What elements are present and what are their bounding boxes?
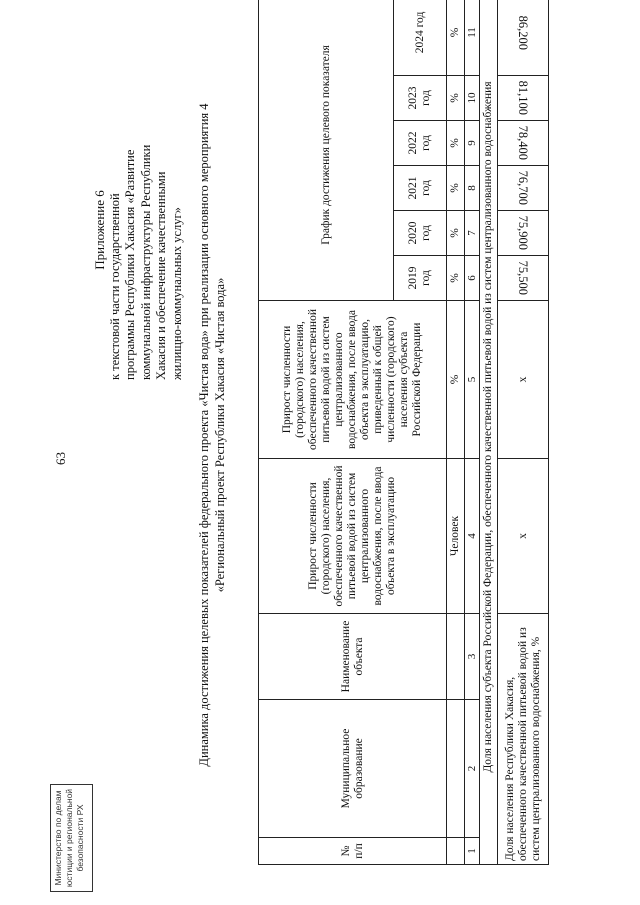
page-number: 63 [53, 452, 68, 465]
annex-line: коммунальной инфраструктуры Республики [138, 144, 153, 380]
header-year: 2021 год [394, 166, 447, 211]
row-value: 86,200 [516, 15, 530, 50]
row-value: 78,400 [516, 125, 530, 161]
column-number: 7 [465, 211, 480, 256]
unit-share: % [447, 301, 465, 459]
row-value: 75,900 [516, 215, 530, 251]
column-number: 9 [465, 121, 480, 166]
column-number: 1 [465, 838, 480, 865]
annex-caption [92, 80, 185, 380]
stamp-line: юстиции и региональной [64, 788, 74, 888]
row-value-cell [498, 0, 549, 76]
annex-line: жилищно-коммунальных услуг» [169, 207, 184, 380]
row-value-cell [498, 121, 549, 166]
column-number: 8 [465, 166, 480, 211]
row-value-cell [498, 166, 549, 211]
row-value-cell [498, 256, 549, 301]
column-number: 11 [465, 0, 480, 76]
section-title: Доля населения субъекта Российской Федерации, обеспеченного качественной питьевой водой из систем централизованного водоснабжения [480, 0, 498, 865]
column-number: 4 [465, 459, 480, 614]
ministry-stamp [50, 784, 93, 892]
unit-year: % [447, 0, 465, 76]
row-share-cell: х [498, 301, 549, 459]
row-value-cell [498, 211, 549, 256]
header-year: 2023 год [394, 76, 447, 121]
stamp-line: Министерство по делам [53, 790, 63, 886]
header-municipality: Муниципальное образование [259, 700, 447, 838]
unit-year: % [447, 211, 465, 256]
unit-cell [447, 700, 465, 838]
column-number: 10 [465, 76, 480, 121]
row-label: Доля населения Республики Хакасия, обеспеченного качественной питьевой водой из систем централизованного водоснабжения, % [498, 614, 549, 865]
row-population-cell: х [498, 459, 549, 614]
column-number: 5 [465, 301, 480, 459]
stamp-line: безопасности РХ [75, 804, 85, 872]
column-number: 6 [465, 256, 480, 301]
row-value: 75,500 [516, 260, 530, 296]
header-year: 2019 год [394, 256, 447, 301]
header-population-increase-share: Прирост численности (городского) населения, обеспеченного качественной питьевой водой из систем централизованного водоснабжения, после ввода объекта в эксплуатацию, приведенный к общей численности (городского) населения субъекта Российской Федерации [259, 301, 447, 459]
annex-line: Приложение 6 [92, 190, 107, 270]
document-title [196, 5, 228, 865]
title-line-2: «Региональный проект Республики Хакасия «Чистая вода» [213, 277, 227, 593]
row-value-cell [498, 76, 549, 121]
header-year: 2024 год [394, 0, 447, 76]
column-number: 2 [465, 700, 480, 838]
title-line-1: Динамика достижения целевых показателей федерального проекта «Чистая вода» при реализации основного мероприятия 4 [197, 103, 211, 767]
annex-line: Хакасия и обеспечение качественными [154, 171, 168, 380]
unit-cell [447, 838, 465, 865]
row-value: 76,700 [516, 170, 530, 206]
indicators-table [258, 0, 549, 865]
unit-year: % [447, 256, 465, 301]
annex-line: программы Республики Хакасия «Развитие [123, 149, 137, 380]
header-population-increase: Прирост численности (городского) населения, обеспеченного качественной питьевой водой из систем централизованного водоснабжения, после ввода объекта в эксплуатацию [259, 459, 447, 614]
annex-line: к текстовой части государственной [107, 193, 122, 380]
unit-year: % [447, 166, 465, 211]
header-object-name: Наименование объекта [259, 614, 447, 700]
unit-year: % [447, 121, 465, 166]
column-number: 3 [465, 614, 480, 700]
row-value: 81,100 [516, 80, 530, 116]
unit-year: % [447, 76, 465, 121]
header-year: 2020 год [394, 211, 447, 256]
unit-cell [447, 614, 465, 700]
header-number: № п/п [259, 838, 447, 865]
unit-population: Человек [447, 459, 465, 614]
header-year: 2022 год [394, 121, 447, 166]
header-schedule: График достижения целевого показателя [259, 0, 394, 301]
